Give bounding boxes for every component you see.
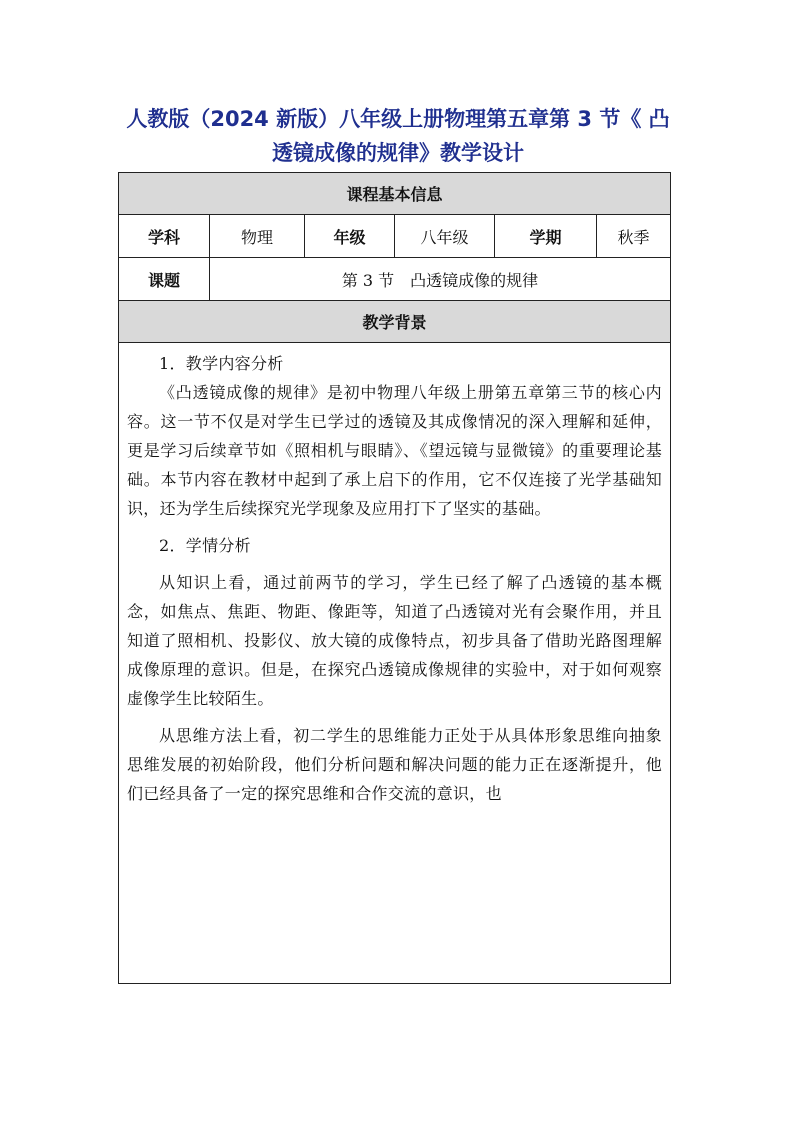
term-value: 秋季 <box>617 227 650 247</box>
course-info-header-row <box>119 173 670 215</box>
learner-analysis-heading: 2．学情分析 <box>159 536 251 555</box>
topic-value: 第 3 节 凸透镜成像的规律 <box>341 270 539 290</box>
learner-thinking-paragraph: 从思维方法上看，初二学生的思维能力正处于从具体形象思维向抽象思维发展的初始阶段，他们分析问题和解决问题的能力正在逐渐提升，他们已经具备了一定的探究思维和合作交流的意识，也 <box>127 726 662 803</box>
grade-label: 年级 <box>305 215 395 257</box>
teaching-background-header-row <box>119 301 670 343</box>
lesson-info-table <box>118 172 671 984</box>
topic-label: 课题 <box>119 258 210 300</box>
teaching-background-content <box>119 343 670 983</box>
content-analysis-paragraph: 《凸透镜成像的规律》是初中物理八年级上册第五章第三节的核心内容。这一节不仅是对学生已学过的透镜及其成像情况的深入理解和延伸，更是学习后续章节如《照相机与眼睛》、《望远镜与显微镜》的重要理论基础。本节内容在教材中起到了承上启下的作用，它不仅连接了光学基础知识，还为学生后续探究光学现象及应用打下了坚实的基础。 <box>127 383 662 518</box>
title-line-1: 人教版（2024 新版）八年级上册物理第五章第 3 节《 凸 <box>126 107 670 131</box>
subject-label: 学科 <box>119 215 210 257</box>
term-label: 学期 <box>495 215 597 257</box>
content-analysis-heading: 1．教学内容分析 <box>159 354 284 373</box>
teaching-background-header: 教学背景 <box>362 313 427 332</box>
document-title <box>118 102 678 170</box>
title-line-2: 透镜成像的规律》教学设计 <box>272 141 524 165</box>
course-info-header: 课程基本信息 <box>346 185 443 204</box>
subject-grade-term-row <box>119 215 670 258</box>
grade-value: 八年级 <box>395 215 495 257</box>
subject-value: 物理 <box>210 215 305 257</box>
topic-row <box>119 258 670 301</box>
teaching-background-content-row <box>119 343 670 983</box>
learner-knowledge-paragraph: 从知识上看，通过前两节的学习，学生已经了解了凸透镜的基本概念，如焦点、焦距、物距、像距等，知道了凸透镜对光有会聚作用，并且知道了照相机、投影仪、放大镜的成像特点，初步具备了借助光路图理解成像原理的意识。但是，在探究凸透镜成像规律的实验中，对于如何观察虚像学生比较陌生。 <box>127 573 662 708</box>
